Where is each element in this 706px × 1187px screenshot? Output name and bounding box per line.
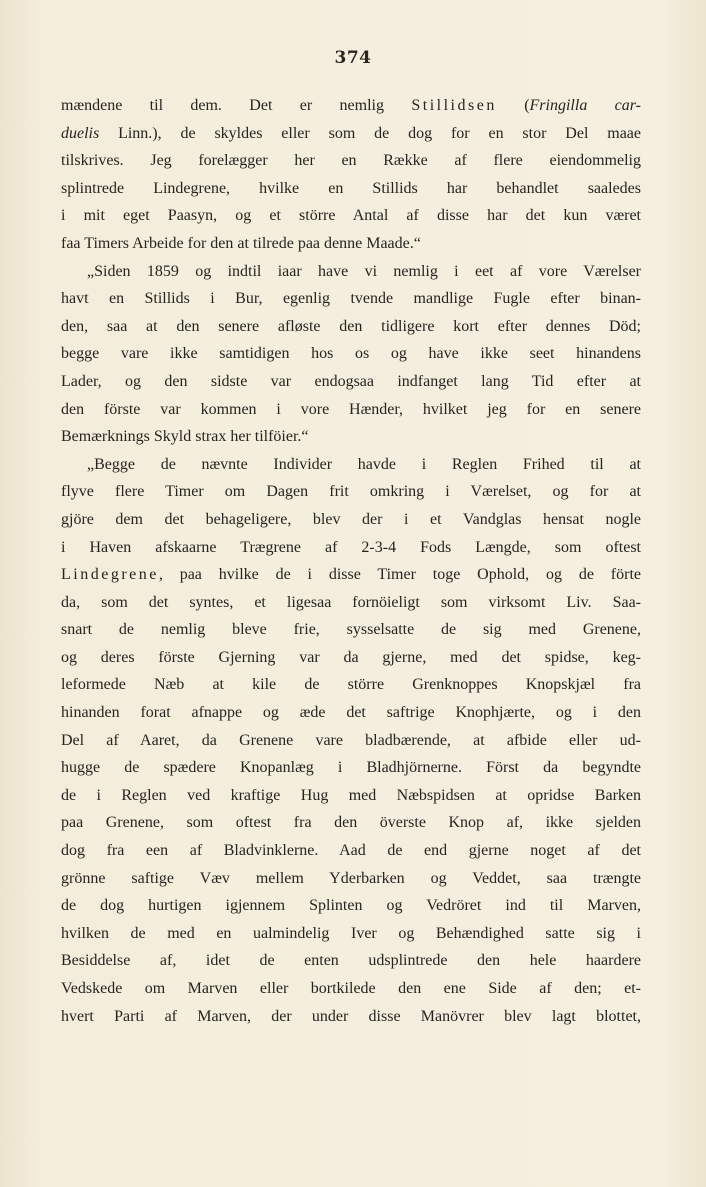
text-line: snart de nemlig bleve frie, sysselsatte de sig med Grenene,	[61, 621, 641, 639]
text-line: hvert Parti af Marven, der under disse Manövrer blev lagt blottet,	[61, 1007, 641, 1025]
page-number: 374	[334, 48, 372, 68]
spaced-term: Lindegrene	[61, 566, 159, 584]
text-line: den förste var kommen i vore Hænder, hvilket jeg for en senere	[61, 400, 641, 418]
spaced-term: Stillidsen	[411, 97, 497, 114]
text-line: og deres förste Gjerning var da gjerne, med det spidse, keg-	[61, 648, 641, 666]
text-line: de i Reglen ved kraftige Hug med Næbspidsen at opridse Barken	[61, 786, 641, 804]
text-line: den, saa at den senere afløste den tidligere kort efter dennes Död;	[61, 317, 641, 335]
text-line: Del af Aaret, da Grenene vare bladbærende, at afbide eller ud-	[61, 731, 641, 749]
text-line: hugge de spædere Knopanlæg i Bladhjörnerne. Först da begyndte	[61, 759, 641, 777]
text-line: Lader, og den sidste var endogsaa indfanget lang Tid efter at	[61, 372, 641, 390]
text-line: havt en Stillids i Bur, egenlig tvende mandlige Fugle efter binan-	[61, 290, 641, 308]
text-line: faa Timers Arbeide for den at tilrede paa denne Maade.“	[61, 234, 421, 252]
text-run: Linn.), de skyldes eller som de dog for en stor Del maae	[99, 124, 641, 142]
text-line: paa Grenene, som oftest fra den överste Knop af, ikke sjelden	[61, 814, 641, 832]
text-line: Besiddelse af, idet de enten udsplintrede den hele haardere	[61, 952, 641, 970]
text-run: (	[496, 97, 530, 114]
latin-name: duelis	[61, 124, 100, 142]
text-line	[61, 92, 641, 120]
text-line: Vedskede om Marven eller bortkilede den ene Side af den; et-	[61, 980, 641, 997]
text-line: „Begge de nævnte Individer havde i Reglen Frihed til at	[87, 455, 641, 473]
text-line: gjöre dem det behageligere, blev der i et Vandglas hensat nogle	[61, 510, 641, 528]
latin-name: Fringilla car-	[529, 97, 641, 114]
text-line	[61, 120, 641, 148]
text-line: de dog hurtigen igjennem Splinten og Vedröret ind til Marven,	[61, 897, 641, 915]
text-line: „Siden 1859 og indtil iaar have vi nemlig i eet af vore Værelser	[87, 262, 641, 280]
text-line: da, som det syntes, et ligesaa fornöieligt som virksomt Liv. Saa-	[61, 593, 641, 611]
text-line: flyve flere Timer om Dagen frit omkring i Værelset, og for at	[61, 483, 641, 501]
text-line: dog fra een af Bladvinklerne. Aad de end gjerne noget af det	[61, 842, 641, 860]
text-line: hvilken de med en ualmindelig Iver og Behændighed satte sig i	[61, 924, 641, 942]
text-line: i Haven afskaarne Trægrene af 2-3-4 Fods Længde, som oftest	[61, 538, 641, 556]
text-run: mændene til dem. Det er nemlig	[61, 97, 412, 114]
body-text	[61, 92, 641, 1030]
text-line: leformede Næb at kile de större Grenknoppes Knopskjæl fra	[61, 676, 641, 694]
text-line	[61, 561, 641, 589]
text-run: , paa hvilke de i disse Timer toge Ophold, og de förte	[158, 566, 641, 584]
text-line: Bemærknings Skyld strax her tilföier.“	[61, 428, 309, 446]
text-line: splintrede Lindegrene, hvilke en Stillids har behandlet saaledes	[61, 179, 641, 197]
text-line: i mit eget Paasyn, og et större Antal af disse har det kun været	[61, 207, 641, 225]
text-line: hinanden forat afnappe og æde det saftrige Knophjærte, og i den	[61, 704, 641, 722]
text-line: tilskrives. Jeg forelægger her en Række af flere eiendommelig	[61, 152, 641, 170]
text-line: begge vare ikke samtidigen hos os og have ikke seet hinandens	[61, 345, 641, 363]
text-line: grönne saftige Væv mellem Yderbarken og Veddet, saa trængte	[61, 869, 641, 887]
